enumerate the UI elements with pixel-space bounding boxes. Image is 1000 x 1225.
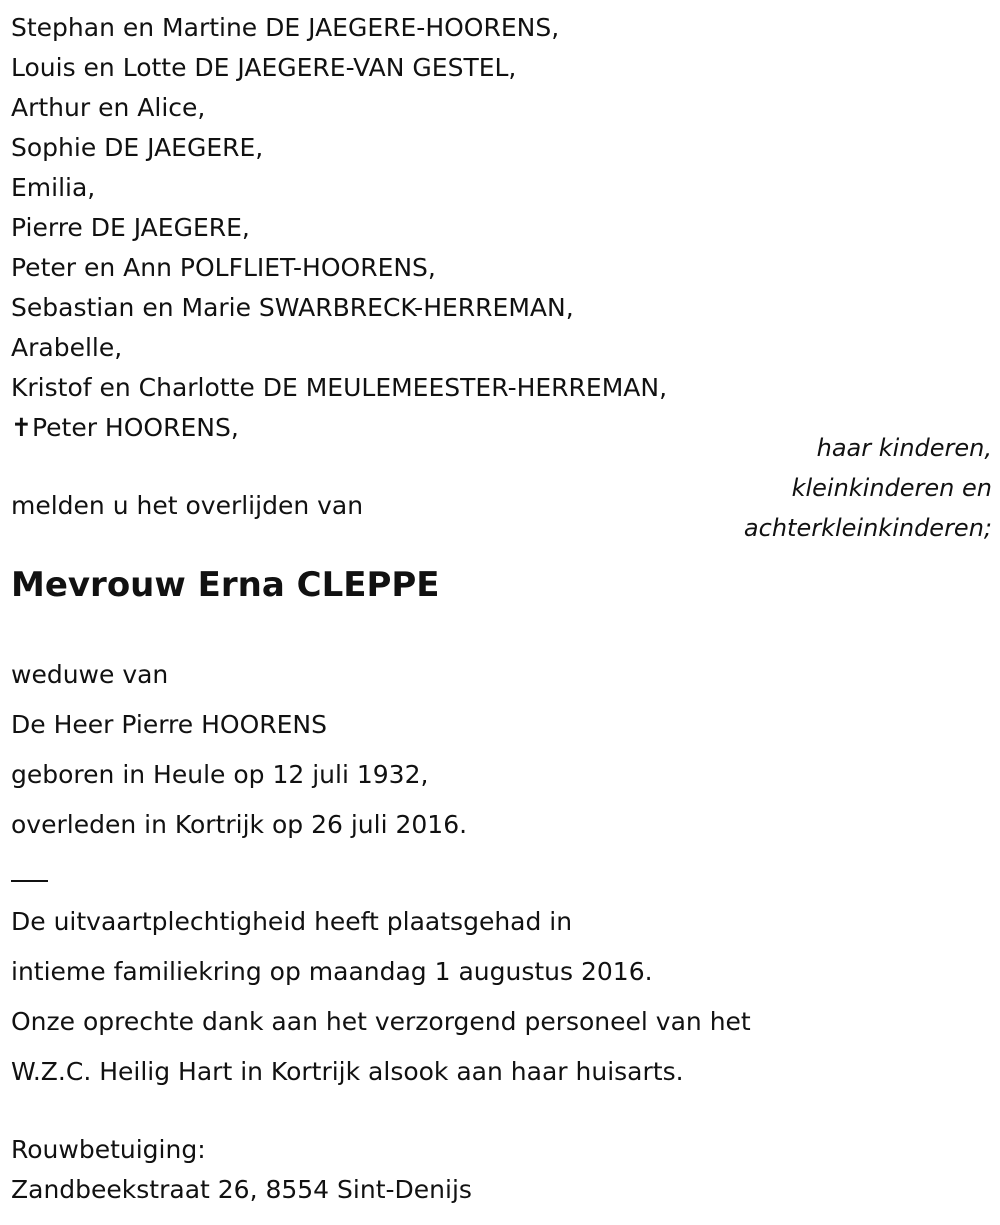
relation-line: kleinkinderen en (791, 474, 992, 502)
detail-line: geboren in Heule op 12 juli 1932, (11, 760, 429, 789)
relation-line: haar kinderen, (816, 434, 992, 462)
family-member: Pierre DE JAEGERE, (11, 213, 250, 242)
announce-text: melden u het overlijden van (11, 491, 364, 520)
funeral-line: Onze oprechte dank aan het verzorgend personeel van het (11, 1007, 751, 1036)
condolence-block (11, 1130, 472, 1210)
funeral-block (11, 897, 751, 1097)
detail-line: weduwe van (11, 660, 169, 689)
family-member-deceased (11, 408, 667, 448)
condolence-label: Rouwbetuiging: (11, 1135, 206, 1164)
deceased-name: Mevrouw Erna CLEPPE (11, 565, 440, 605)
family-member: Sophie DE JAEGERE, (11, 133, 264, 162)
funeral-line: De uitvaartplechtigheid heeft plaatsgehad in (11, 907, 573, 936)
deceased-relative-name: Peter HOORENS, (31, 413, 239, 442)
family-member: Arabelle, (11, 333, 123, 362)
funeral-line: W.Z.C. Heilig Hart in Kortrijk alsook aan haar huisarts. (11, 1057, 684, 1086)
family-member: Kristof en Charlotte DE MEULEMEESTER-HERREMAN, (11, 373, 668, 402)
funeral-line: intieme familiekring op maandag 1 augustus 2016. (11, 957, 653, 986)
family-list (11, 8, 667, 448)
family-member: Sebastian en Marie SWARBRECK-HERREMAN, (11, 293, 574, 322)
condolence-address: Zandbeekstraat 26, 8554 Sint-Denijs (11, 1175, 472, 1204)
separator-line (11, 880, 48, 882)
cross-icon: ✝ (11, 413, 32, 442)
relation-line: achterkleinkinderen; (743, 514, 992, 542)
family-member: Arthur en Alice, (11, 93, 206, 122)
details-block (11, 650, 467, 850)
family-member: Peter en Ann POLFLIET-HOORENS, (11, 253, 436, 282)
detail-line: De Heer Pierre HOORENS (11, 710, 328, 739)
relations-block (744, 428, 992, 548)
detail-line: overleden in Kortrijk op 26 juli 2016. (11, 810, 468, 839)
family-member: Louis en Lotte DE JAEGERE-VAN GESTEL, (11, 53, 517, 82)
family-member: Emilia, (11, 173, 96, 202)
family-member: Stephan en Martine DE JAEGERE-HOORENS, (11, 13, 560, 42)
